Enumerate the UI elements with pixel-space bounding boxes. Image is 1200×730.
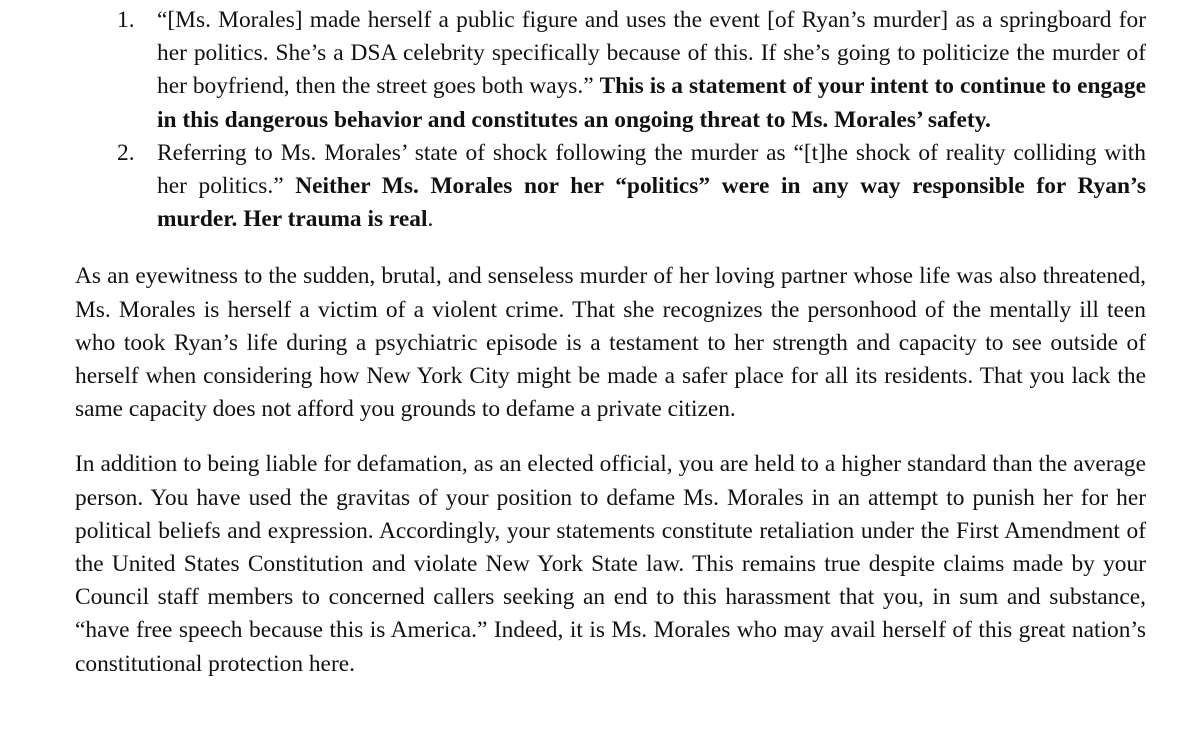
list-item-text: Referring to Ms. Morales’ state of shock following the murder as “[t]he shock of reality colliding with her politics.” — [157, 139, 1146, 200]
body-paragraph-first-amendment: In addition to being liable for defamation, as an elected official, you are held to a higher standard than the average person. You have used the gravitas of your position to defame Ms. Morales in an attempt to punish her for her political beliefs and expression. Accordingly, your statements constitute retaliation under the First Amendment of the United States Constitution and violate New York State law. This remains true despite claims made by your Council staff members to concerned callers seeking an end to this harassment that you, in sum and substance, “have free speech because this is America.” Indeed, it is Ms. Morales who may avail herself of this great nation’s constitutional protection here. — [75, 451, 1146, 677]
list-item-text: “[Ms. Morales] made herself a public figure and uses the event [of Ryan’s murder] as a springboard for her politics. She’s a DSA celebrity specifically because of this. If she’s going to politicize the murder of her boyfriend, then the street goes both ways.” — [157, 7, 1146, 100]
list-item-tail: . — [427, 206, 434, 233]
list-item-bold-text: Neither Ms. Morales nor her “politics” were in any way responsible for Ryan’s murder. Her trauma is real — [157, 173, 1146, 233]
list-item-bold-text: This is a statement of your intent to continue to engage in this dangerous behavior and constitutes an ongoing threat to Ms. Morales’ safety. — [157, 73, 1146, 133]
numbered-list — [75, 4, 1146, 236]
list-item — [75, 4, 1146, 137]
list-item — [75, 137, 1146, 237]
list-item-number: 1. — [117, 7, 135, 33]
list-item-number: 2. — [117, 139, 135, 166]
body-paragraph-eyewitness: As an eyewitness to the sudden, brutal, and senseless murder of her loving partner whose life was also threatened, Ms. Morales is herself a victim of a violent crime. That she recognizes the personhood of the mentally ill teen who took Ryan’s life during a psychiatric episode is a testament to her strength and capacity to see outside of herself when considering how New York City might be made a safer place for all its residents. That you lack the same capacity does not afford you grounds to defame a private citizen. — [75, 263, 1146, 423]
